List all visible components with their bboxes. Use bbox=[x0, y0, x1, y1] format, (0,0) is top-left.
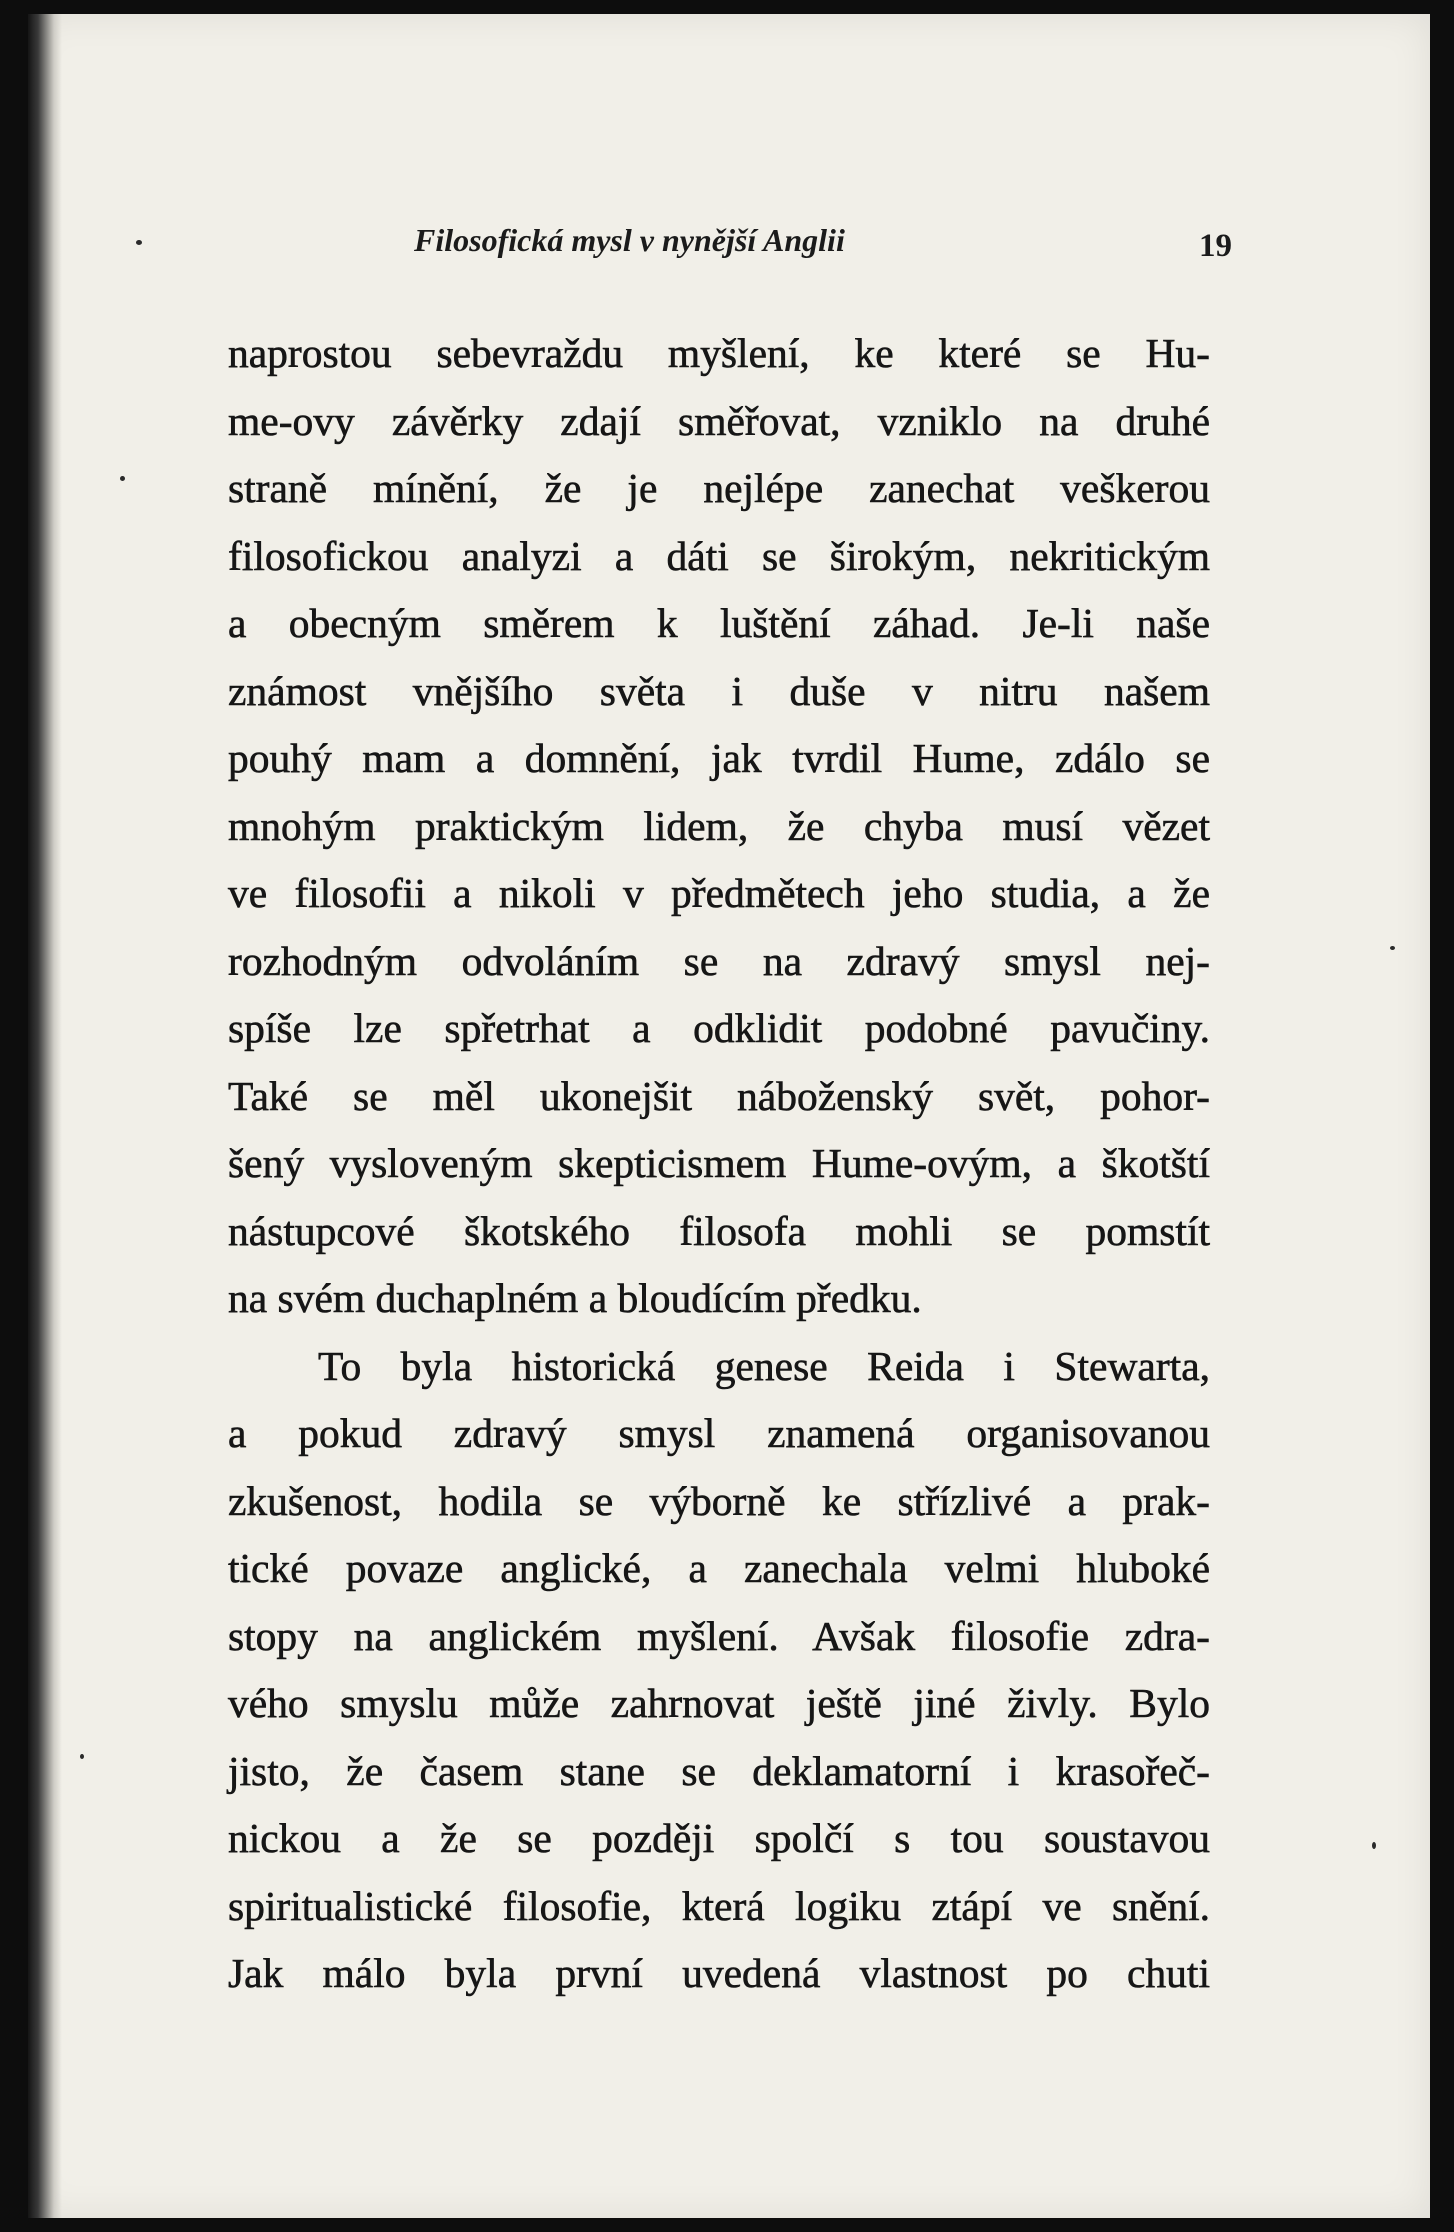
text-line: straně mínění, že je nejlépe zanechat veškerou bbox=[228, 465, 1210, 511]
text-line: naprostou sebevraždu myšlení, ke které se Hu- bbox=[228, 330, 1210, 376]
binding-edge bbox=[28, 14, 62, 2218]
text-line: ve filosofii a nikoli v předmětech jeho studia, a že bbox=[228, 870, 1210, 916]
paragraph bbox=[228, 1333, 1210, 2008]
text-line: známost vnějšího světa i duše v nitru našem bbox=[228, 667, 1210, 714]
paper-speck bbox=[1390, 946, 1395, 950]
text-line: me-ovy závěrky zdají směřovat, vzniklo na druhé bbox=[228, 397, 1210, 444]
page-number: 19 bbox=[1199, 228, 1232, 264]
text-line: pouhý mam a domnění, jak tvrdil Hume, zdálo se bbox=[228, 735, 1210, 781]
paper-speck bbox=[136, 240, 142, 245]
text-line: vého smyslu může zahrnovat ještě jiné živly. Bylo bbox=[228, 1680, 1210, 1726]
text-line: stopy na anglickém myšlení. Avšak filosofie zdra- bbox=[228, 1612, 1210, 1659]
text-line: a obecným směrem k luštění záhad. Je-li naše bbox=[228, 600, 1210, 646]
text-line: jisto, že časem stane se deklamatorní i krasořeč- bbox=[228, 1747, 1210, 1794]
text-line: mnohým praktickým lidem, že chyba musí vězet bbox=[228, 802, 1210, 849]
text-line: nástupcové škotského filosofa mohli se pomstít bbox=[228, 1207, 1210, 1254]
running-head-title: Filosofická mysl v nynější Anglii bbox=[414, 222, 845, 258]
text-line: To byla historická genese Reida i Stewarta, bbox=[318, 1342, 1210, 1389]
paper-speck bbox=[120, 476, 125, 481]
paragraph bbox=[228, 320, 1210, 1333]
text-line: rozhodným odvoláním se na zdravý smysl nej- bbox=[228, 937, 1210, 984]
text-line: tické povaze anglické, a zanechala velmi hluboké bbox=[228, 1545, 1210, 1591]
text-line: na svém duchaplném a bloudícím předku. bbox=[228, 1275, 922, 1321]
text-line: šený vysloveným skepticismem Hume-ovým, a škotští bbox=[228, 1140, 1210, 1186]
text-line: Také se měl ukonejšit náboženský svět, pohor- bbox=[228, 1072, 1210, 1119]
body-text bbox=[228, 320, 1210, 2008]
text-line: spiritualistické filosofie, která logiku ztápí ve snění. bbox=[228, 1882, 1210, 1929]
text-line: a pokud zdravý smysl znamená organisovanou bbox=[228, 1410, 1210, 1456]
text-line: zkušenost, hodila se výborně ke střízlivé a prak- bbox=[228, 1477, 1210, 1524]
paper-speck bbox=[1372, 1842, 1376, 1849]
text-line: filosofickou analyzi a dáti se širokým, nekritickým bbox=[228, 532, 1210, 579]
paper-speck bbox=[80, 1754, 84, 1759]
text-line: Jak málo byla první uvedená vlastnost po chuti bbox=[228, 1950, 1210, 1996]
text-line: spíše lze spřetrhat a odklidit podobné pavučiny. bbox=[228, 1005, 1210, 1051]
text-line: nickou a že se později spolčí s tou soustavou bbox=[228, 1815, 1210, 1861]
